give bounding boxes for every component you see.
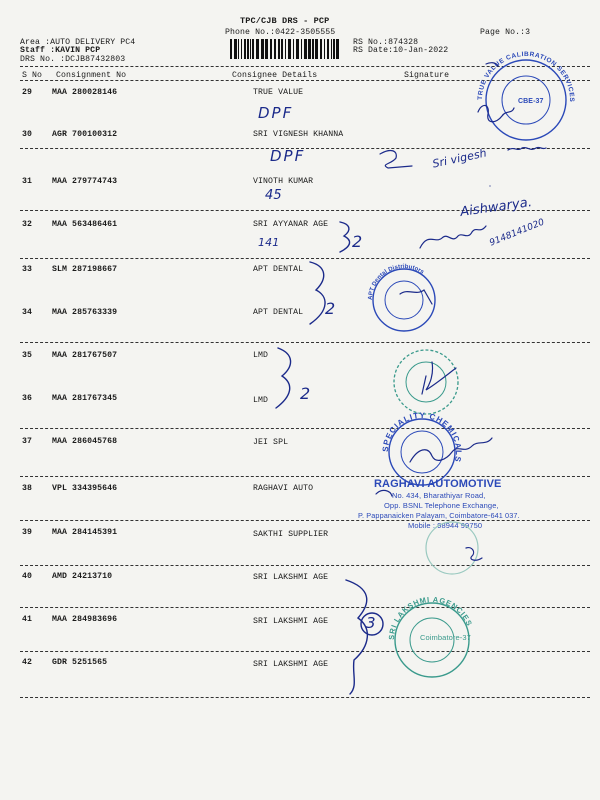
handwritten-bracket-2c: 2 bbox=[300, 384, 311, 403]
row-consignee: SRI LAKSHMI AGE bbox=[253, 573, 329, 582]
row-consignment: MAA 286045768 bbox=[52, 437, 118, 446]
barcode-bar bbox=[261, 39, 264, 59]
col-signature: Signature bbox=[404, 71, 450, 80]
calibration-stamp-code: CBE-37 bbox=[518, 98, 544, 105]
signature-35b bbox=[422, 376, 426, 394]
barcode-bar bbox=[278, 39, 280, 59]
signature-30 bbox=[380, 151, 412, 168]
barcode-bar bbox=[285, 39, 286, 59]
barcode-bar bbox=[333, 39, 335, 59]
handwritten-name-aishwarya: Aishwarya. bbox=[459, 195, 533, 220]
barcode-bar bbox=[270, 39, 272, 59]
col-consignment: Consignment No bbox=[56, 71, 127, 80]
signature-32 bbox=[420, 226, 486, 248]
handwritten-count-45: 45 bbox=[265, 188, 282, 203]
barcode-bar bbox=[336, 39, 339, 59]
bracket-40-42 bbox=[346, 580, 367, 694]
row-consignee: VINOTH KUMAR bbox=[253, 177, 314, 186]
barcode-bar bbox=[241, 39, 242, 59]
handwritten-dpf-1: DPF bbox=[258, 104, 294, 122]
row-sno: 38 bbox=[22, 484, 33, 493]
row-divider bbox=[20, 651, 590, 652]
signature-35 bbox=[426, 362, 456, 390]
svg-text:APT Dental Distributors bbox=[368, 264, 425, 300]
row-sno: 34 bbox=[22, 308, 33, 317]
signature-37 bbox=[410, 438, 492, 462]
dental-stamp-ring-text: APT Dental Distributors bbox=[367, 263, 425, 301]
row-consignee: LMD bbox=[253, 351, 269, 360]
raghavi-stamp-addr1: No. 434, Bharathiyar Road, bbox=[392, 491, 486, 500]
barcode bbox=[228, 38, 340, 60]
barcode-bar bbox=[308, 39, 311, 59]
row-sno: 30 bbox=[22, 130, 33, 139]
lakshmi-stamp-ring-text: SRI LAKSHMI AGENCIES bbox=[386, 594, 475, 641]
row-sno: 41 bbox=[22, 615, 33, 624]
row-sno: 36 bbox=[22, 394, 33, 403]
row-sno: 32 bbox=[22, 220, 33, 229]
lakshmi-stamp-center: Coimbatore-37 bbox=[420, 633, 471, 642]
barcode-bar bbox=[281, 39, 283, 59]
handwritten-phone: 9148141020 bbox=[488, 217, 547, 249]
staff-label: Staff :KAVIN PCP bbox=[20, 46, 101, 55]
row-consignment: MAA 279774743 bbox=[52, 177, 118, 186]
row-consignment: MAA 281767507 bbox=[52, 351, 118, 360]
speciality-stamp bbox=[381, 411, 463, 485]
raghavi-stamp-addr3: P. Pappanaicken Palayam, Coimbatore-641 037. bbox=[358, 511, 520, 520]
svg-text:SPECIALITY CHEMICALS bbox=[381, 411, 463, 464]
barcode-bar bbox=[312, 39, 314, 59]
barcode-bar bbox=[238, 39, 239, 59]
handwritten-name-sri: Sri vigesh bbox=[431, 146, 488, 171]
column-divider bbox=[20, 80, 590, 81]
row-divider bbox=[20, 697, 590, 698]
bracket-32 bbox=[340, 222, 350, 252]
barcode-bar bbox=[234, 39, 237, 59]
row-consignee: APT DENTAL bbox=[253, 308, 304, 317]
row-consignment: AGR 700100312 bbox=[52, 130, 118, 139]
row-consignee: SRI LAKSHMI AGE bbox=[253, 617, 329, 626]
handwritten-bracket-3: 3 bbox=[366, 614, 376, 632]
speciality-stamp-ring-text: SPECIALITY CHEMICALS bbox=[380, 410, 464, 464]
col-sno: S No bbox=[22, 71, 43, 80]
raghavi-stamp-title: RAGHAVI AUTOMOTIVE bbox=[374, 478, 502, 490]
row-consignment: MAA 563486461 bbox=[52, 220, 118, 229]
barcode-bar bbox=[252, 39, 254, 59]
rs-number: RS No.:874328 bbox=[353, 38, 419, 47]
row-divider bbox=[20, 476, 590, 477]
signature-39 bbox=[466, 548, 482, 561]
drs-number: DRS No. :DCJB87432803 bbox=[20, 55, 126, 64]
row-divider bbox=[20, 342, 590, 343]
signature-33 bbox=[400, 290, 432, 304]
area-label: Area :AUTO DELIVERY PC4 bbox=[20, 38, 136, 47]
row-sno: 40 bbox=[22, 572, 33, 581]
barcode-bar bbox=[288, 39, 291, 59]
row-consignee: APT DENTAL bbox=[253, 265, 304, 274]
row-consignment: MAA 285763339 bbox=[52, 308, 118, 317]
row-consignee: TRUE VALUE bbox=[253, 88, 304, 97]
row-divider bbox=[20, 565, 590, 566]
row-consignment: GDR 5251565 bbox=[52, 658, 108, 667]
calibration-stamp-ring-text: TRUE VALUE CALIBRATION SERVICES bbox=[476, 50, 576, 103]
row-sno: 37 bbox=[22, 437, 33, 446]
barcode-bar bbox=[304, 39, 307, 59]
row-consignment: MAA 284145391 bbox=[52, 528, 118, 537]
calibration-stamp bbox=[477, 51, 575, 140]
barcode-bar bbox=[265, 39, 268, 59]
barcode-bar bbox=[244, 39, 246, 59]
row-sno: 33 bbox=[22, 265, 33, 274]
svg-text:TRUE VALUE CALIBRATION SERVICE bbox=[477, 51, 575, 102]
phone-number: Phone No.:0422-3505555 bbox=[225, 28, 336, 37]
barcode-bar bbox=[293, 39, 294, 59]
header-divider bbox=[20, 66, 590, 67]
row-consignment: VPL 334395646 bbox=[52, 484, 118, 493]
barcode-bar bbox=[247, 39, 249, 59]
row-divider bbox=[20, 258, 590, 259]
barcode-bar bbox=[296, 39, 299, 59]
row-consignee: RAGHAVI AUTO bbox=[253, 484, 314, 493]
barcode-bar bbox=[315, 39, 318, 59]
row-consignee: LMD bbox=[253, 396, 269, 405]
barcode-bar bbox=[324, 39, 325, 59]
bracket-35-36 bbox=[276, 348, 291, 408]
row-sno: 42 bbox=[22, 658, 33, 667]
page-number: Page No.:3 bbox=[480, 28, 531, 37]
row-sno: 39 bbox=[22, 528, 33, 537]
handwritten-dpf-2: DPF bbox=[270, 147, 306, 165]
handwritten-bracket-2b: 2 bbox=[325, 299, 336, 318]
row-consignment: MAA 281767345 bbox=[52, 394, 118, 403]
barcode-bar bbox=[320, 39, 322, 59]
bracket-33-34 bbox=[310, 262, 325, 324]
signature-29 bbox=[478, 105, 514, 121]
barcode-bar bbox=[256, 39, 259, 59]
col-consignee: Consignee Details bbox=[232, 71, 318, 80]
row-consignee: SAKTHI SUPPLIER bbox=[253, 530, 329, 539]
row-consignment: MAA 280028146 bbox=[52, 88, 118, 97]
raghavi-stamp-addr2: Opp. BSNL Telephone Exchange, bbox=[384, 501, 499, 510]
handwritten-count-141: 141 bbox=[258, 236, 280, 249]
row-sno: 31 bbox=[22, 177, 33, 186]
row-divider bbox=[20, 520, 590, 521]
teal-stamp bbox=[394, 350, 458, 414]
barcode-bar bbox=[331, 39, 332, 59]
barcode-bar bbox=[327, 39, 329, 59]
signature-38 bbox=[376, 490, 392, 496]
row-sno: 35 bbox=[22, 351, 33, 360]
row-consignee: SRI LAKSHMI AGE bbox=[253, 660, 329, 669]
row-consignee: SRI AYYANAR AGE bbox=[253, 220, 329, 229]
handwritten-bracket-2a: 2 bbox=[352, 232, 363, 251]
row-divider bbox=[20, 607, 590, 608]
barcode-bar bbox=[230, 39, 232, 59]
barcode-bar bbox=[274, 39, 276, 59]
row-consignee: JEI SPL bbox=[253, 438, 289, 447]
rs-date: RS Date:10-Jan-2022 bbox=[353, 46, 449, 55]
row-sno: 29 bbox=[22, 88, 33, 97]
raghavi-stamp-mobile: Mobile : 98944 99750 bbox=[408, 521, 483, 530]
document-title: TPC/CJB DRS - PCP bbox=[240, 16, 330, 26]
row-consignee: SRI VIGNESH KHANNA bbox=[253, 130, 344, 139]
row-divider bbox=[20, 428, 590, 429]
row-consignment: SLM 287198667 bbox=[52, 265, 118, 274]
dental-stamp bbox=[368, 264, 435, 331]
barcode-bar bbox=[301, 39, 302, 59]
row-consignment: MAA 284983696 bbox=[52, 615, 118, 624]
row-consignment: AMD 24213710 bbox=[52, 572, 113, 581]
barcode-bar bbox=[250, 39, 251, 59]
